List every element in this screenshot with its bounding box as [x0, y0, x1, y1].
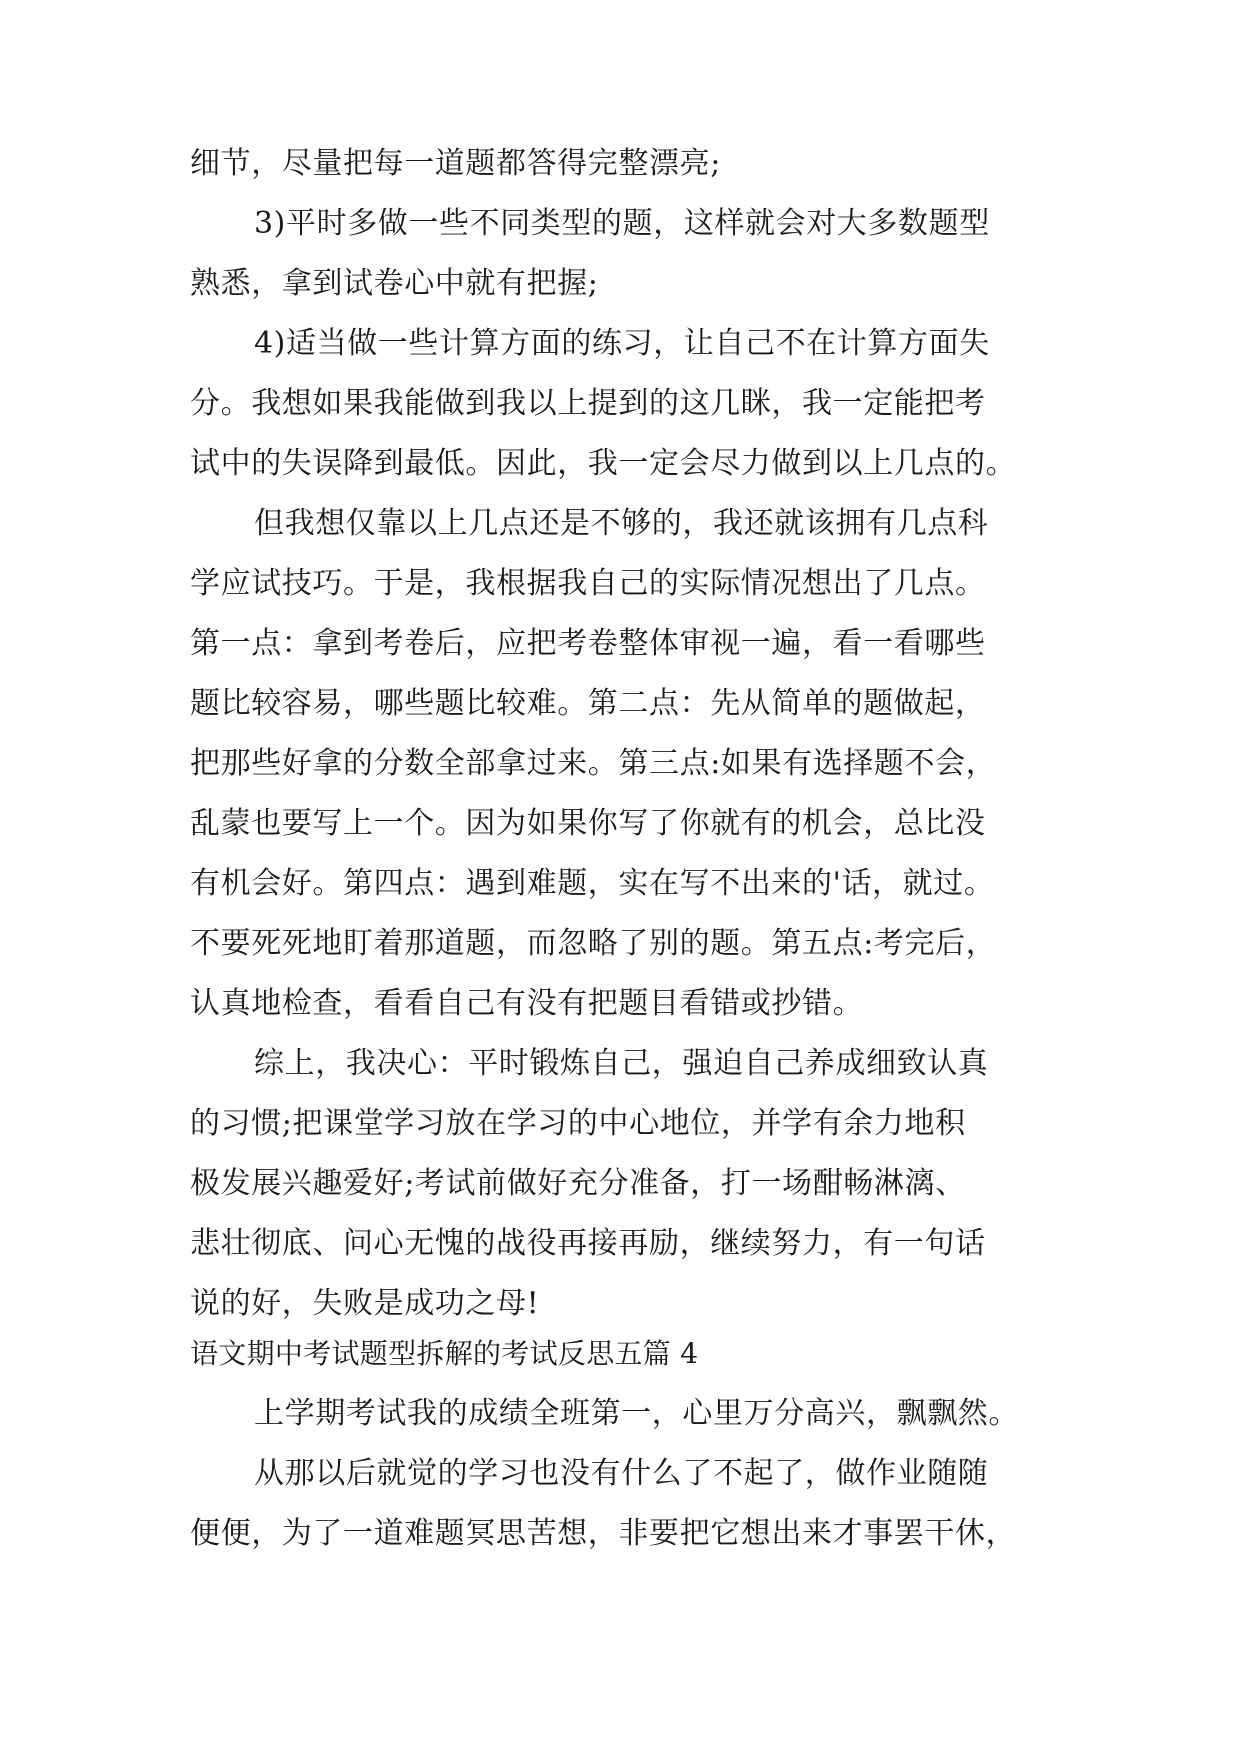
text-line: 说的好，失败是成功之母! [190, 1286, 540, 1321]
text-line: 分。我想如果我能做到我以上提到的这几眯，我一定能把考 [190, 386, 986, 421]
text-line: 上学期考试我的成绩全班第一，心里万分高兴，飘飘然。 [254, 1396, 1019, 1431]
text-line: 乱蒙也要写上一个。因为如果你写了你就有的机会，总比没 [190, 806, 986, 841]
text-line: 的习惯;把课堂学习放在学习的中心地位，并学有余力地积 [190, 1106, 966, 1141]
text-line: 试中的失误降到最低。因此，我一定会尽力做到以上几点的。 [190, 446, 1017, 481]
text-line: 第一点：拿到考卷后，应把考卷整体审视一遍，看一看哪些 [190, 626, 986, 661]
text-line: 学应试技巧。于是，我根据我自己的实际情况想出了几点。 [190, 566, 986, 601]
text-line: 悲壮彻底、问心无愧的战役再接再励，继续努力，有一句话 [190, 1226, 986, 1261]
text-line: 但我想仅靠以上几点还是不够的，我还就该拥有几点科 [254, 506, 989, 541]
text-line: 不要死死地盯着那道题，而忽略了别的题。第五点:考完后， [190, 926, 997, 961]
text-line: 极发展兴趣爱好;考试前做好充分准备，打一场酣畅淋漓、 [190, 1166, 966, 1201]
text-line: 便便，为了一道难题冥思苦想，非要把它想出来才事罢干休， [190, 1516, 1017, 1551]
text-line: 3)平时多做一些不同类型的题，这样就会对大多数题型 [254, 206, 990, 241]
text-line: 从那以后就觉的学习也没有什么了不起了，做作业随随 [254, 1456, 989, 1491]
text-line: 4)适当做一些计算方面的练习，让自己不在计算方面失 [254, 326, 990, 361]
section-heading: 语文期中考试题型拆解的考试反思五篇 4 [190, 1337, 699, 1370]
text-line: 细节，尽量把每一道题都答得完整漂亮; [190, 146, 721, 181]
text-line: 有机会好。第四点：遇到难题，实在写不出来的'话，就过。 [190, 866, 995, 901]
text-line: 综上，我决心：平时锻炼自己，强迫自己养成细致认真 [254, 1046, 989, 1081]
text-line: 认真地检查，看看自己有没有把题目看错或抄错。 [190, 986, 864, 1021]
text-line: 题比较容易，哪些题比较难。第二点：先从简单的题做起， [190, 686, 986, 721]
text-line: 熟悉，拿到试卷心中就有把握; [190, 266, 599, 301]
text-line: 把那些好拿的分数全部拿过来。第三点:如果有选择题不会， [190, 746, 997, 781]
